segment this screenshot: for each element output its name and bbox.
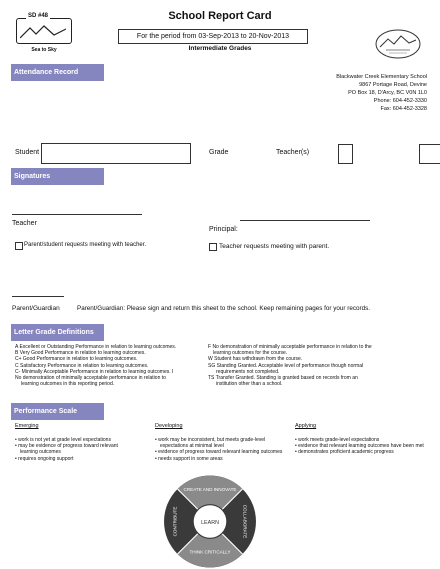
letter-grades-left (15, 344, 200, 387)
grade-level-title: Intermediate Grades (188, 45, 252, 52)
grade-c-minus: C- Minimally Acceptable Performance in relation to learning outcomes. I (15, 368, 174, 375)
grade-sg-cont: requirements not completed. (216, 368, 280, 375)
teachers-label: Teacher(s) (276, 149, 310, 156)
grade-f-cont: learning outcomes for the course. (213, 350, 288, 357)
list-item: • demonstrates proficient academic progress (295, 449, 430, 455)
grade-f: F No demonstration of minimally acceptable performance in relation to the (208, 344, 372, 350)
wheel-segment-create: CREATE AND INNOVATE (183, 486, 237, 492)
list-item: • evidence that relevant learning outcomes have been met (295, 443, 430, 449)
school-name: Blackwater Creek Elementary School (336, 74, 427, 80)
page-title: School Report Card (168, 10, 272, 22)
grade-a: A Excellent or Outstanding Performance in relation to learning outcomes. (15, 344, 177, 350)
list-item: • work meets grade-level expectations (295, 437, 430, 443)
list-item: • may be evidence of progress toward relevant learning outcomes (15, 443, 135, 455)
attendance-section-header: Attendance Record (11, 64, 104, 81)
reporting-period: For the period from 03-Sep-2013 to 20-Nov-2013 (118, 29, 308, 44)
developing-list (155, 437, 285, 462)
list-item: • requires ongoing support (15, 456, 135, 462)
grade-c: C Satisfactory Performance in relation to learning outcomes. (15, 362, 149, 369)
return-instructions: Parent/Guardian: Please sign and return this sheet to the school. Keep remaining pages for your records. (77, 305, 370, 312)
principal-label: Principal: (209, 226, 238, 233)
district-tagline: Sea to Sky (31, 47, 57, 53)
performance-section-header: Performance Scale (11, 403, 104, 420)
list-item: • needs support in some areas (155, 456, 285, 462)
wheel-center-label: LEARN (201, 519, 219, 526)
applying-heading: Applying (295, 423, 317, 429)
list-item: • evidence of progress toward relevant learning outcomes (155, 449, 285, 455)
parent-request-label: Parent/student requests meeting with teacher. (24, 242, 147, 248)
list-item: • work is not yet at grade level expectations (15, 437, 135, 443)
parent-guardian-label: Parent/Guardian (12, 305, 60, 312)
letter-grade-section-header: Letter Grade Definitions (11, 324, 104, 341)
school-po-box: PO Box 18, D'Arcy, BC V0N 1L0 (348, 90, 427, 96)
applying-list (295, 437, 430, 456)
grade-c-plus: C+ Good Performance in relation to learning outcomes. (15, 356, 138, 363)
grade-ts: TS Transfer Granted. Standing is granted based on records from an (208, 375, 358, 382)
teacher-signature-line[interactable] (12, 214, 142, 215)
mountain-icon (20, 24, 66, 40)
teacher-request-label: Teacher requests meeting with parent. (219, 243, 330, 250)
district-number: SD #48 (28, 13, 49, 19)
school-fax: Fax: 604-452-3328 (380, 106, 427, 112)
signatures-section-header: Signatures (11, 168, 104, 185)
grade-b: B Very Good Performance in relation to learning outcomes. (15, 350, 146, 357)
grade-w: W Student has withdrawn from the course. (208, 356, 303, 363)
teacher-signature-label: Teacher (12, 220, 37, 227)
wheel-segment-contribute: CONTRIBUTE (172, 506, 178, 537)
teacher-field[interactable] (338, 144, 353, 164)
emerging-heading: Emerging (15, 423, 39, 429)
student-label: Student (15, 149, 40, 156)
grade-sg: SG Standing Granted. Acceptable level of performance though normal (208, 362, 364, 369)
emerging-list (15, 437, 135, 462)
grade-i: No demonstration of minimally acceptable performance in relation to (15, 375, 166, 382)
letter-grades-right (208, 344, 428, 387)
grade-i-cont: learning outcomes in this reporting period. (21, 381, 115, 388)
school-street: 9867 Portage Road, Devine (359, 82, 427, 88)
principal-signature-line[interactable] (240, 220, 370, 221)
grade-ts-cont: institution other than a school. (216, 381, 283, 388)
teacher-field-2[interactable] (419, 144, 440, 164)
school-logo-icon (374, 28, 422, 60)
wheel-segment-collaborate: COLLABORATE (242, 504, 248, 539)
parent-signature-line[interactable] (12, 296, 64, 297)
school-phone: Phone: 604-452-3330 (373, 98, 427, 104)
developing-heading: Developing (155, 423, 183, 429)
learning-wheel (148, 474, 272, 569)
parent-request-checkbox[interactable] (15, 242, 23, 250)
school-address (336, 73, 427, 113)
wheel-segment-think: THINK CRITICALLY (189, 549, 231, 555)
teacher-request-checkbox[interactable] (209, 243, 217, 251)
list-item: • work may be inconsistent, but meets grade-level expectations at minimal level (155, 437, 285, 449)
grade-label: Grade (209, 149, 229, 156)
student-name-field[interactable] (41, 143, 191, 164)
